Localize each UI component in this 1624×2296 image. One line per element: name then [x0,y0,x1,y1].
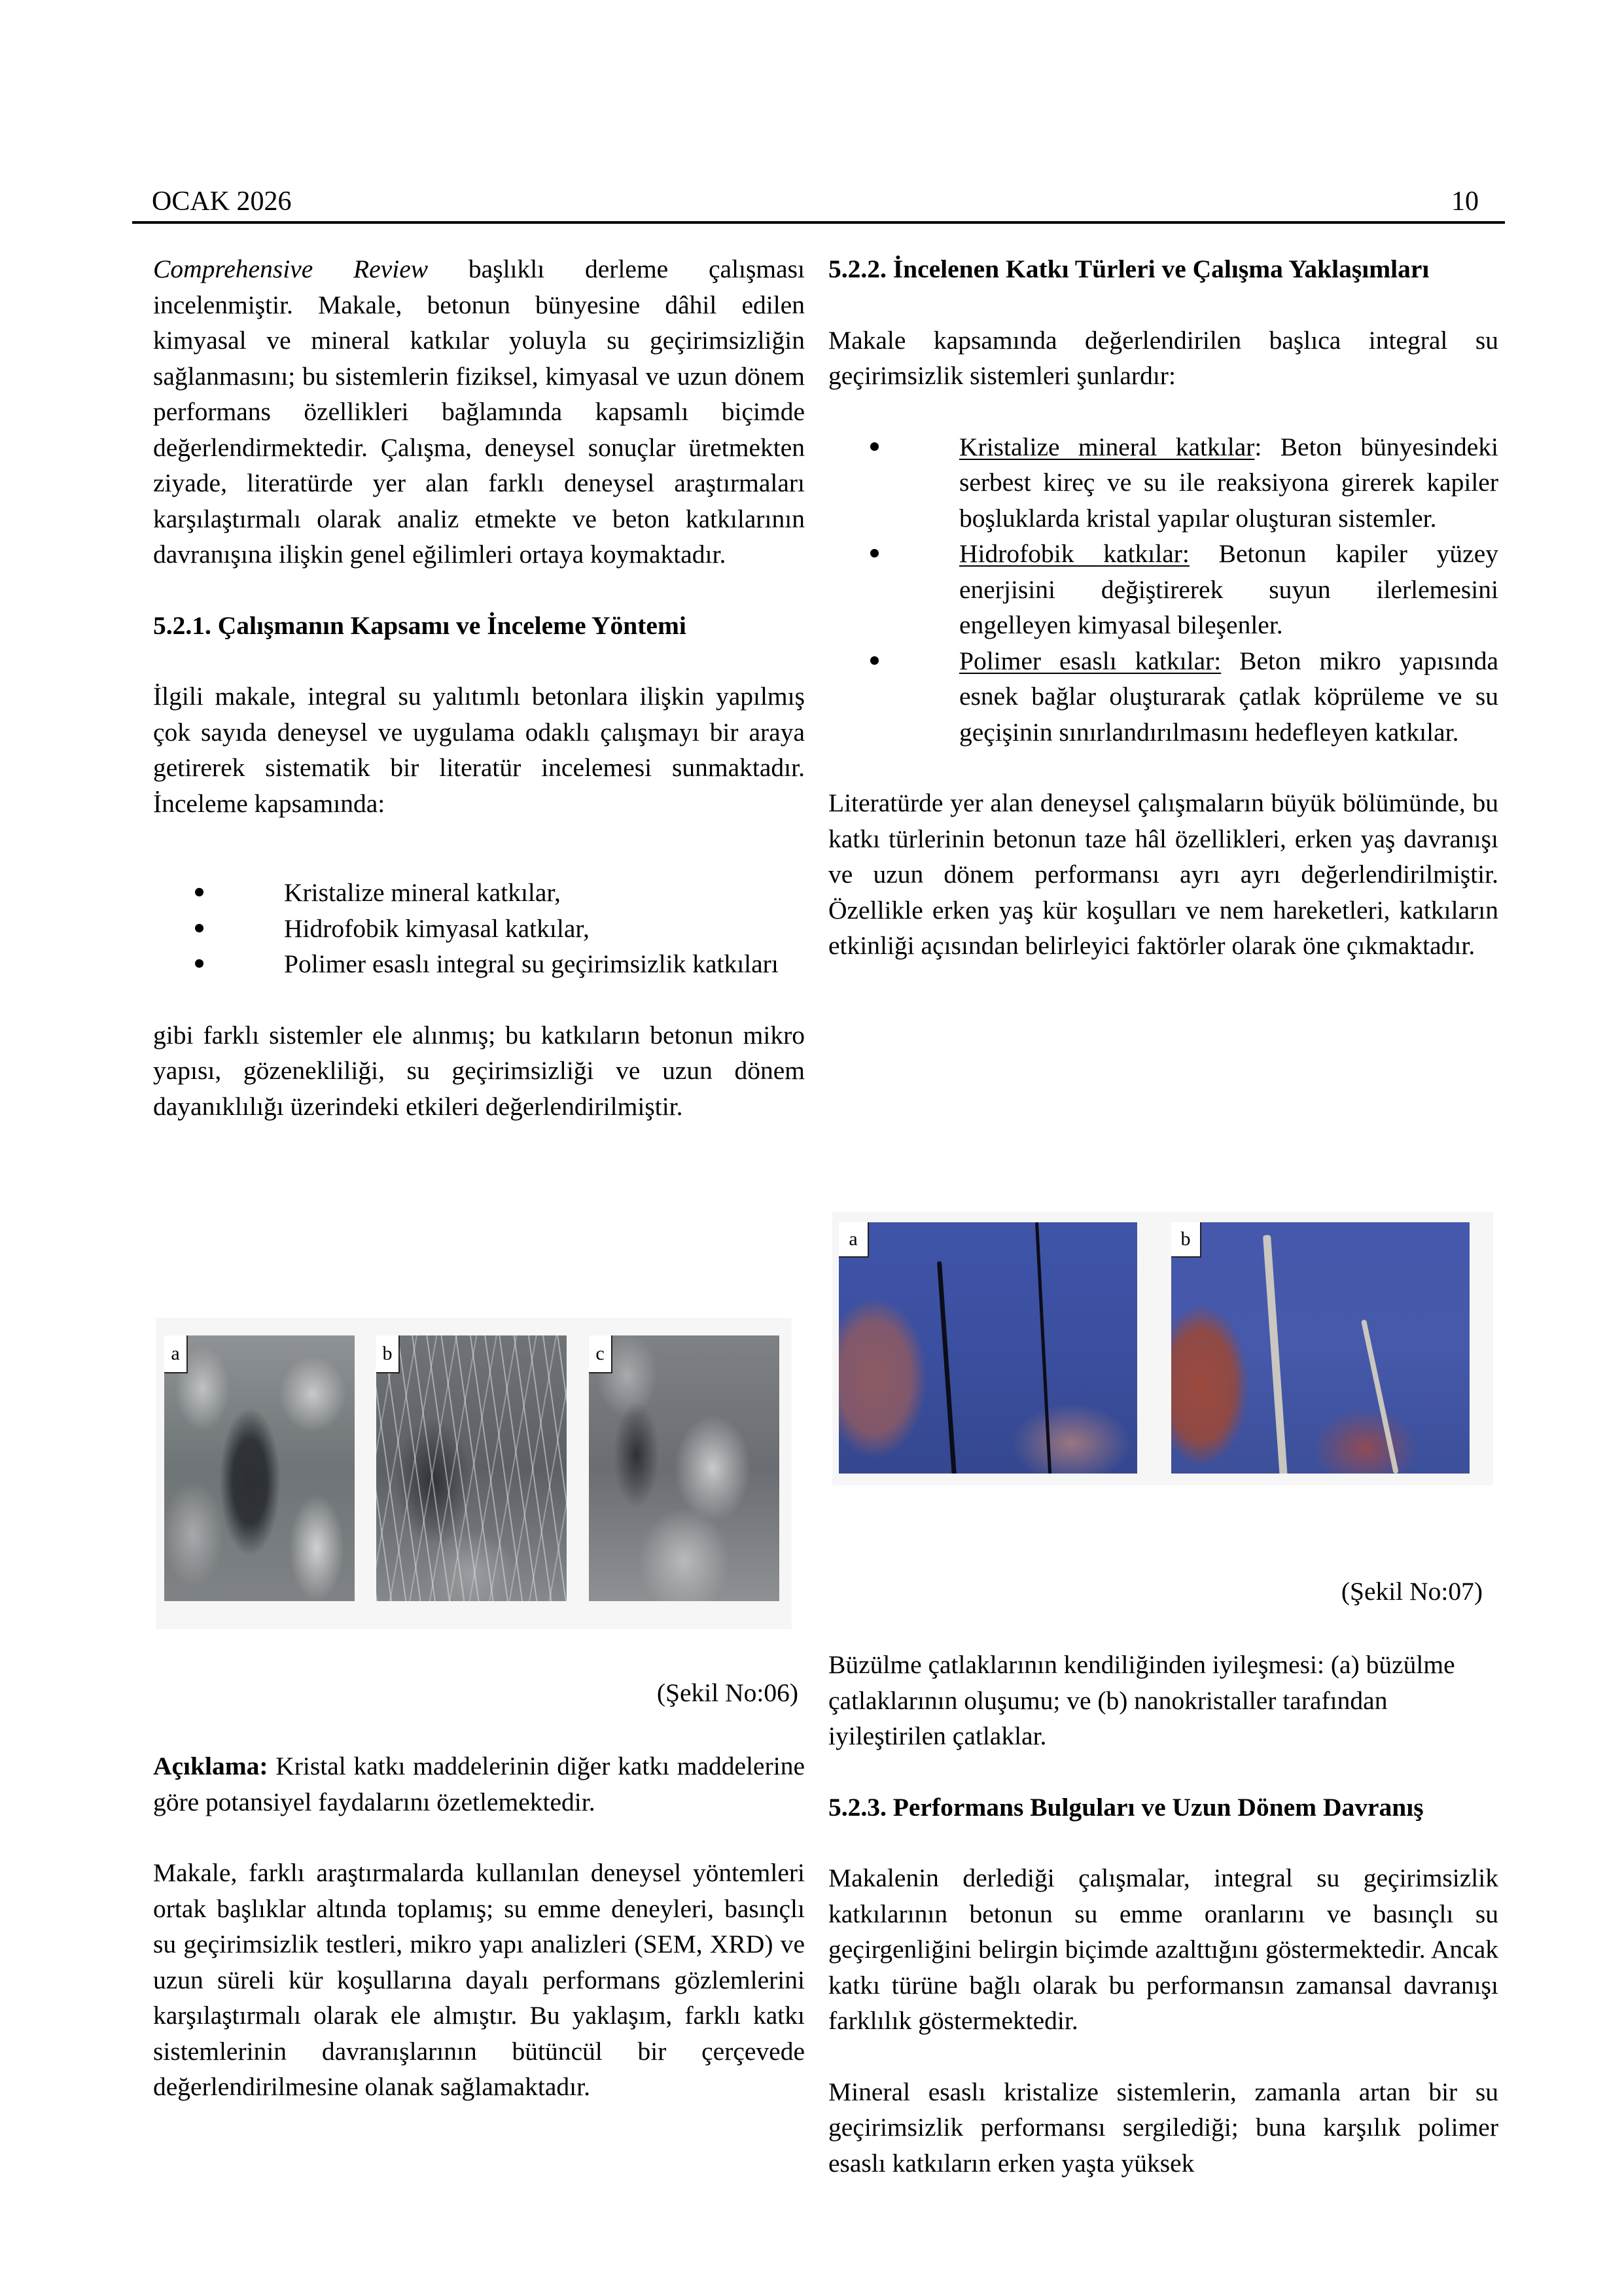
explanation-text: Kristal katkı maddelerinin diğer katkı maddelerine göre potansiyel faydalarını özetlemektedir. [153,1752,805,1816]
explanation-block [153,1748,805,2105]
right-column-lower [828,1647,1498,2181]
crack-line [1035,1222,1051,1474]
bullet-icon [870,442,879,451]
intro-text: başlıklı derleme çalışması incelenmiştir. Makale, betonun bünyesine dâhil edilen kimyasal ve mineral katkılar yoluyla su geçirimsizliğin sağlanmasını; bu sistemlerin fiziksel, kimyasal ve uzun dönem performans özellikleri bağlamında kapsamlı biçimde değerlendirmektedir. Çalışma, deneysel sonuçlar üretmekten ziyade, literatürde yer alan farklı deneysel araştırmaları karşılaştırmalı olarak analiz etmekte ve beton katkılarının davranışına ilişkin genel eğilimleri ortaya koymaktadır. [153,255,805,569]
panel-label-c: c [589,1335,612,1373]
bullet-icon [195,924,203,932]
bullet-icon [195,888,203,896]
admixture-type-list [828,429,1498,751]
list-item [959,643,1498,751]
bullet-icon [870,656,879,665]
sem-image-c [589,1335,779,1601]
panel-label-b: b [376,1335,400,1373]
scope-paragraph: İlgili makale, integral su yalıtımlı betonlara ilişkin yapılmış çok sayıda deneysel ve uygulama odaklı çalışmayı bir araya getirerek sistematik bir literatür incelemesi sunmaktadır. İnceleme kapsamında: [153,682,805,818]
figure-07-caption: (Şekil No:07) [1341,1577,1483,1606]
section-heading-5-2-2: 5.2.2. İncelenen Katkı Türleri ve Çalışma Yaklaşımları [828,255,1430,283]
list-item-text: Kristalize mineral katkılar, [284,878,561,907]
admixture-term: Kristalize mineral katkılar [959,432,1255,461]
panel-label-a: a [839,1222,869,1258]
performance-paragraph-2: Mineral esaslı kristalize sistemlerin, zamanla artan bir su geçirimsizlik performansı sergilediği; buna karşılık polimer esaslı katkıların erken yaşta yüksek [828,2077,1498,2178]
admixture-description: Beton bünyesindeki serbest kireç ve su ile reaksiyona girerek kapiler boşluklarda kristal yapılar oluşturan sistemler. [959,432,1498,533]
right-column [828,251,1498,964]
list-item [284,911,805,947]
list-item-text: Hidrofobik kimyasal katkılar, [284,913,590,943]
crack-image-b [1171,1222,1470,1474]
left-column [153,251,805,1124]
section-heading-5-2-1: 5.2.1. Çalışmanın Kapsamı ve İnceleme Yöntemi [153,610,686,640]
systems-intro-paragraph: Makale kapsamında değerlendirilen başlıca integral su geçirimsizlik sistemleri şunlardır: [828,325,1498,390]
panel-label-b: b [1171,1222,1201,1258]
sem-image-a [164,1335,355,1601]
crack-image-a [839,1222,1137,1474]
healed-crack [1263,1235,1288,1474]
methods-paragraph: Makale, farklı araştırmalarda kullanılan deneysel yöntemleri ortak başlıklar altında toplamış; su emme deneyleri, basınçlı su geçirimsizlik testleri, mikro yapı analizleri (SEM, XRD) ve uzun süreli kür koşullarına dayalı performans gözlemlerini karşılaştırmalı olarak ele almıştır. Bu yaklaşım, farklı katkı sistemlerinin davranışlarının bütüncül bir çerçevede değerlendirilmesine olanak sağlamaktadır. [153,1858,805,2101]
term-suffix: : [1254,432,1262,461]
figure-06-caption: (Şekil No:06) [656,1678,798,1707]
crack-line [937,1262,957,1474]
review-title: Comprehensive Review [153,255,429,283]
scope-bullet-list [153,875,805,982]
admixture-term: Hidrofobik katkılar: [959,539,1190,568]
header-rule [132,221,1505,224]
list-item-text: Polimer esaslı integral su geçirimsizlik katkıları [284,949,779,978]
systems-paragraph: gibi farklı sistemler ele alınmış; bu katkıların betonun mikro yapısı, gözenekliliği, su geçirimsizliği ve uzun dönem dayanıklılığı üzerindeki etkileri değerlendirilmiştir. [153,1020,805,1121]
admixture-term: Polimer esaslı katkılar: [959,646,1222,675]
literature-paragraph: Literatürde yer alan deneysel çalışmaların büyük bölümünde, bu katkı türlerinin betonun taze hâl özellikleri, erken yaş davranışı ve uzun dönem performansı ayrı ayrı değerlendirilmiştir. Özellikle erken yaş kür koşulları ve nem hareketleri, katkıların etkinliği açısından belirleyici faktörler olarak öne çıkmaktadır. [828,788,1498,960]
section-heading-5-2-3: 5.2.3. Performans Bulguları ve Uzun Dönem Davranış [828,1792,1424,1822]
admixture-description: Betonun kapiler yüzey enerjisini değiştirerek suyun ilerlemesini engelleyen kimyasal bileşenler. [959,539,1498,639]
bullet-icon [870,549,879,557]
list-item [959,429,1498,537]
panel-label-a: a [164,1335,188,1373]
page-number: 10 [1451,186,1479,217]
list-item [284,946,805,982]
explanation-paragraph [153,1748,805,1820]
admixture-description: Beton mikro yapısında esnek bağlar oluşturarak çatlak köprüleme ve su geçişinin sınırlandırılmasını hedefleyen katkılar. [959,646,1498,747]
list-item [959,536,1498,643]
sem-image-b [376,1335,567,1601]
figure-06 [156,1318,792,1629]
healed-crack [1361,1319,1399,1474]
bullet-icon [195,959,203,968]
list-item [284,875,805,911]
performance-paragraph-1: Makalenin derlediği çalışmalar, integral su geçirimsizlik katkılarının betonun su emme oranlarını ve basınçlı su geçirgenliğini belirgin biçimde azalttığını göstermektedir. Ancak katkı türüne bağlı olarak bu performansın zamansal davranışı farklılık göstermektedir. [828,1863,1498,2035]
running-header-issue: OCAK 2026 [152,186,292,217]
figure-07 [832,1212,1493,1485]
intro-paragraph [153,251,805,573]
explanation-label: Açıklama: [153,1752,268,1780]
figure-07-description: Büzülme çatlaklarının kendiliğinden iyileşmesi: (a) büzülme çatlaklarının oluşumu; ve (b) nanokristaller tarafından iyileştirilen çatlaklar. [828,1650,1455,1750]
